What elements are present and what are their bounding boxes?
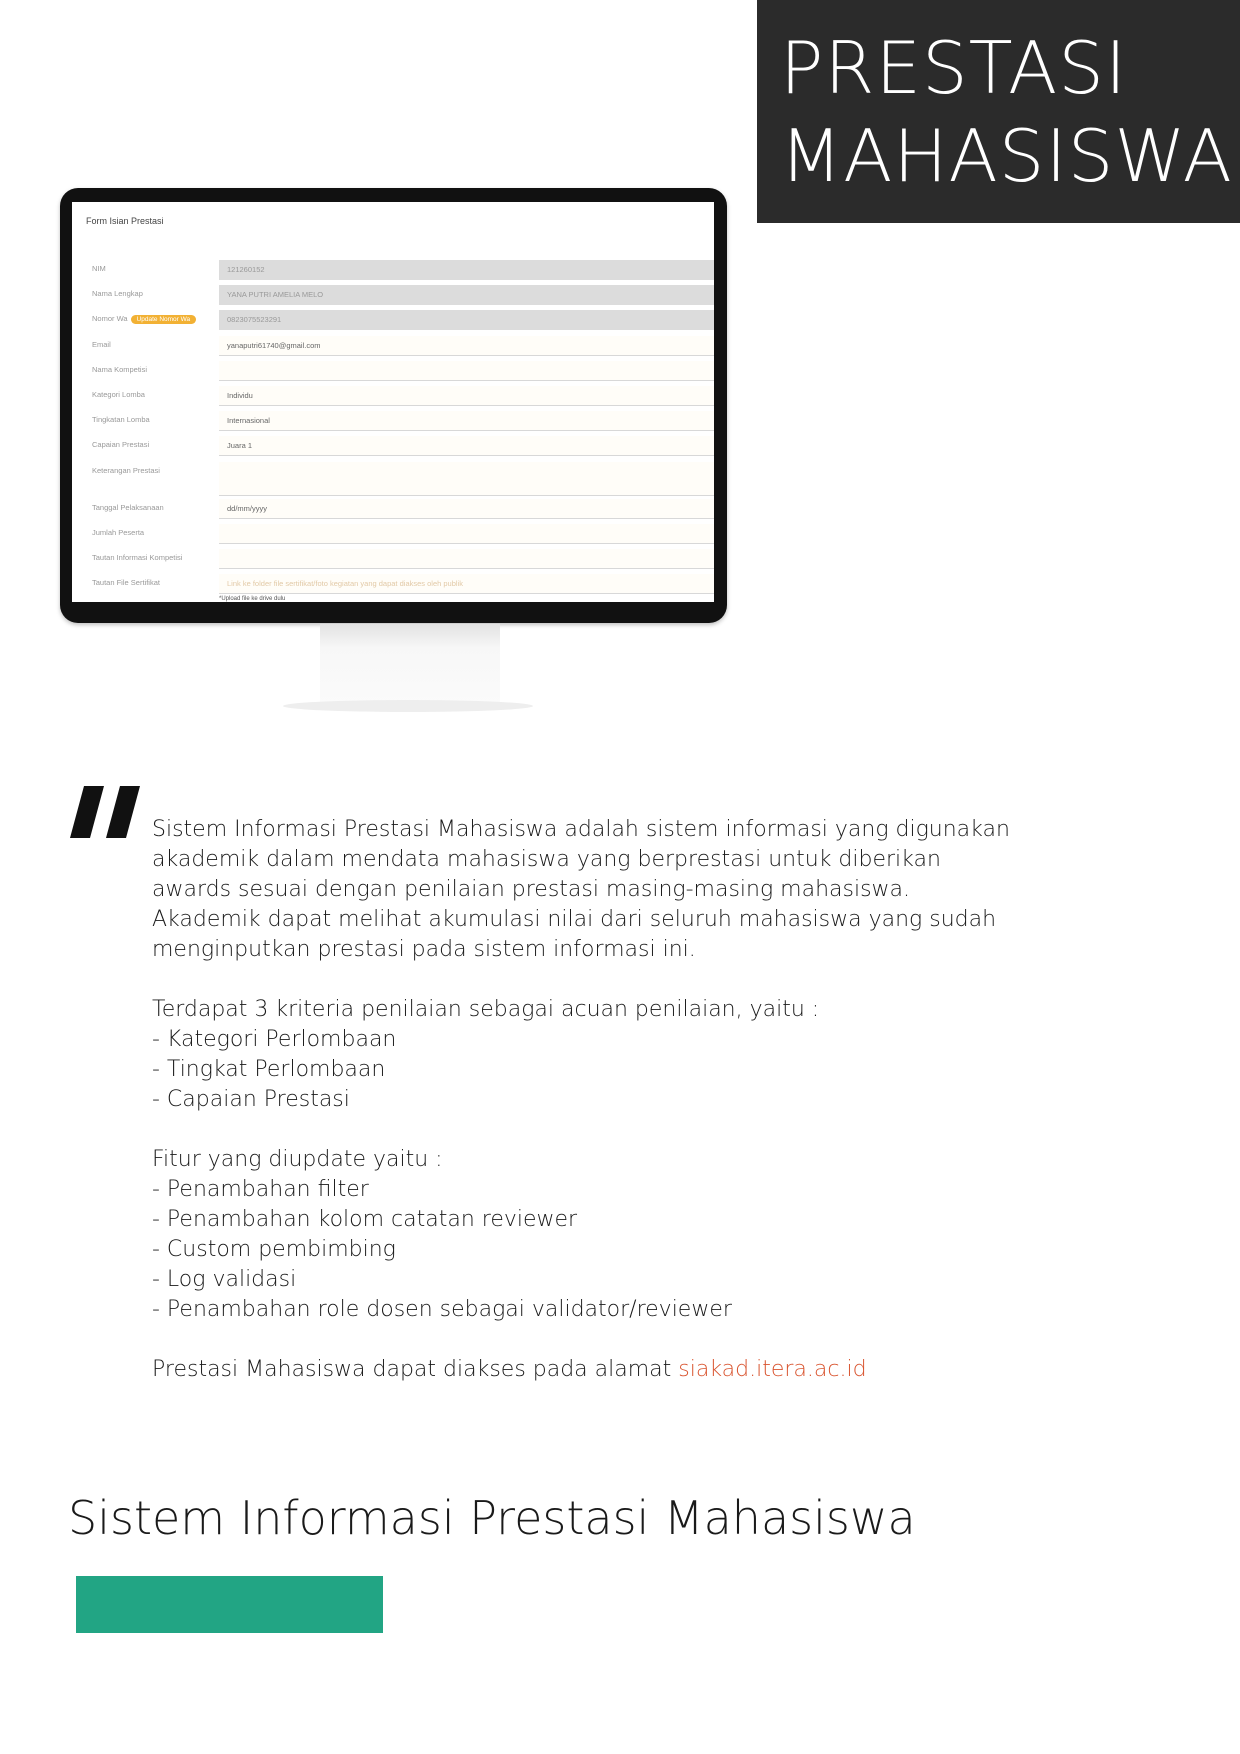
form-label: Nama Lengkap <box>92 289 143 299</box>
form-label: Kategori Lomba <box>92 390 145 399</box>
form-input[interactable]: YANA PUTRI AMELIA MELO <box>219 285 714 305</box>
form-row <box>72 310 714 332</box>
access-link[interactable]: siakad.itera.ac.id <box>678 1357 867 1382</box>
form-row <box>72 499 714 521</box>
form-row <box>72 436 714 458</box>
criteria-item: - Capaian Prestasi <box>152 1087 350 1112</box>
features-list <box>152 1175 1092 1325</box>
description-paragraph <box>152 815 1092 965</box>
form-label: Tanggal Pelaksanaan <box>92 502 164 512</box>
access-line <box>152 1355 1092 1385</box>
update-wa-button[interactable]: Update Nomor Wa <box>131 315 197 324</box>
monitor-stand-base <box>283 700 533 712</box>
form-label: Nama Kompetisi <box>92 364 148 374</box>
monitor-screen <box>72 202 714 602</box>
criteria-item: - Tingkat Perlombaan <box>152 1057 386 1082</box>
form-row <box>72 549 714 571</box>
page-title-line1: PRESTASI <box>780 26 1128 110</box>
criteria-list <box>152 1025 1092 1115</box>
page-title-line2: MAHASISWA <box>780 114 1233 198</box>
form-input[interactable]: yanaputri61740@gmail.com <box>219 336 714 356</box>
accent-bar <box>76 1576 383 1633</box>
form-row <box>72 524 714 546</box>
form-input[interactable]: dd/mm/yyyy <box>219 499 714 519</box>
form-label: Email <box>92 339 111 349</box>
form-input[interactable] <box>219 524 714 544</box>
monitor-stand <box>320 624 500 704</box>
form-label: Nomor Wa <box>92 314 128 324</box>
form-label: NIM <box>92 264 106 273</box>
form-label-wrap <box>92 314 196 324</box>
form-input[interactable] <box>219 361 714 381</box>
form-input[interactable]: 0823075523291 <box>219 310 714 330</box>
feature-item: - Penambahan kolom catatan reviewer <box>152 1207 578 1232</box>
form-input[interactable] <box>219 549 714 569</box>
form-row <box>72 411 714 433</box>
features-intro: Fitur yang diupdate yaitu : <box>152 1147 443 1172</box>
quote-mark-icon <box>70 786 140 838</box>
form-title: Form Isian Prestasi <box>86 216 164 226</box>
page-title-box <box>757 0 1240 223</box>
monitor-mockup <box>60 188 727 623</box>
form-row <box>72 260 714 282</box>
form-row <box>72 386 714 408</box>
feature-item: - Penambahan role dosen sebagai validator/reviewer <box>152 1297 732 1322</box>
description-line: Sistem Informasi Prestasi Mahasiswa adalah sistem informasi yang digunakan <box>152 817 1010 842</box>
form-row <box>72 336 714 358</box>
criteria-item: - Kategori Perlombaan <box>152 1027 397 1052</box>
form-row <box>72 462 714 484</box>
description-text <box>152 815 1092 1385</box>
form-label: Keterangan Prestasi <box>92 465 160 475</box>
form-input[interactable] <box>219 462 714 496</box>
form-input[interactable]: Individu <box>219 386 714 406</box>
form-row <box>72 361 714 383</box>
description-line: Akademik dapat melihat akumulasi nilai dari seluruh mahasiswa yang sudah <box>152 907 997 932</box>
description-line: awards sesuai dengan penilaian prestasi masing-masing mahasiswa. <box>152 877 911 902</box>
form-label: Jumlah Peserta <box>92 528 145 537</box>
form-input[interactable]: Link ke folder file sertifikat/foto kegiatan yang dapat diakses oleh publik <box>219 574 714 594</box>
feature-item: - Custom pembimbing <box>152 1237 396 1262</box>
form-row <box>72 574 714 596</box>
form-label: Capaian Prestasi <box>92 440 150 450</box>
access-text: Prestasi Mahasiswa dapat diakses pada alamat <box>152 1357 679 1382</box>
form-row <box>72 285 714 307</box>
feature-item: - Penambahan filter <box>152 1177 369 1202</box>
form-input[interactable]: Juara 1 <box>219 436 714 456</box>
description-line: akademik dalam mendata mahasiswa yang berprestasi untuk diberikan <box>152 847 941 872</box>
form-input[interactable]: 121260152 <box>219 260 714 280</box>
feature-item: - Log validasi <box>152 1267 297 1292</box>
footer-title: Sistem Informasi Prestasi Mahasiswa <box>68 1491 916 1545</box>
description-line: menginputkan prestasi pada sistem informasi ini. <box>152 937 696 962</box>
form-label: Tingkatan Lomba <box>92 415 150 425</box>
form-input[interactable]: Internasional <box>219 411 714 431</box>
criteria-intro: Terdapat 3 kriteria penilaian sebagai acuan penilaian, yaitu : <box>152 997 820 1022</box>
form-footnote: *Upload file ke drive dulu <box>219 596 286 602</box>
form-label: Tautan Informasi Kompetisi <box>92 553 183 563</box>
form-label: Tautan File Sertifikat <box>92 578 160 588</box>
